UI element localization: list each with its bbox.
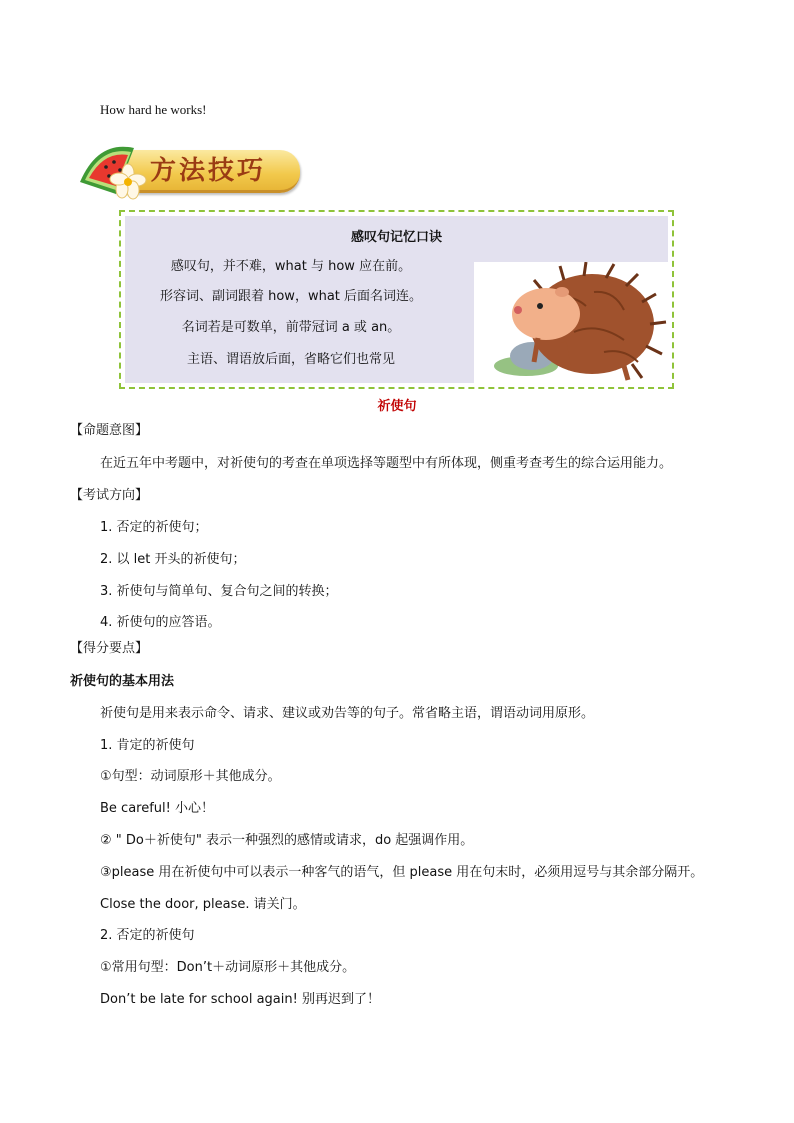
method-tips-banner [76, 134, 302, 208]
heading-intent: 【命题意图】 [70, 423, 149, 438]
watermelon-flower-icon [76, 134, 156, 208]
body-line: ② " Do＋祈使句" 表示一种强烈的感情或请求，do 起强调作用。 [100, 833, 474, 848]
poem-line: 主语、谓语放后面，省略它们也常见 [186, 352, 395, 367]
direction-item: 1. 否定的祈使句； [100, 520, 208, 535]
body-line: Don’t be late for school again! 别再迟到了！ [100, 992, 380, 1007]
direction-item: 3. 祈使句与简单句、复合句之间的转换； [100, 584, 338, 599]
example-sentence: How hard he works! [100, 102, 207, 117]
hedgehog-panel [474, 262, 672, 386]
mnemonic-title: 感叹句记忆口诀 [350, 230, 442, 245]
body-line: ③please 用在祈使句中可以表示一种客气的语气，但 please 用在句末时，必须用逗号与其余部分隔开。 [100, 865, 704, 880]
body-line: ①句型：动词原形＋其他成分。 [100, 769, 281, 784]
body-line: 2. 否定的祈使句 [100, 928, 195, 943]
hedgehog-illustration [474, 262, 672, 386]
banner-label: 方法技巧 [150, 156, 267, 186]
subheading-basic-usage: 祈使句的基本用法 [70, 674, 175, 689]
direction-item: 2. 以 let 开头的祈使句； [100, 552, 246, 567]
heading-points: 【得分要点】 [70, 641, 149, 656]
poem-line: 形容词、副词跟着 how，what 后面名词连。 [159, 289, 423, 304]
heading-direction: 【考试方向】 [70, 488, 149, 503]
poem-line: 名词若是可数单，前带冠词 a 或 an。 [181, 320, 401, 335]
body-line: Close the door, please. 请关门。 [100, 897, 306, 912]
imperative-title: 祈使句 [377, 399, 417, 414]
intent-paragraph: 在近五年中考题中，对祈使句的考查在单项选择等题型中有所体现，侧重考查考生的综合运用能力。 [100, 456, 673, 471]
direction-item: 4. 祈使句的应答语。 [100, 615, 221, 630]
body-line: 1. 肯定的祈使句 [100, 738, 195, 753]
poem-line: 感叹句，并不难，what 与 how 应在前。 [170, 259, 412, 274]
body-line: Be careful! 小心！ [100, 801, 214, 816]
body-line: 祈使句是用来表示命令、请求、建议或劝告等的句子。常省略主语，谓语动词用原形。 [100, 706, 595, 721]
body-line: ①常用句型：Don’t＋动词原形＋其他成分。 [100, 960, 356, 975]
